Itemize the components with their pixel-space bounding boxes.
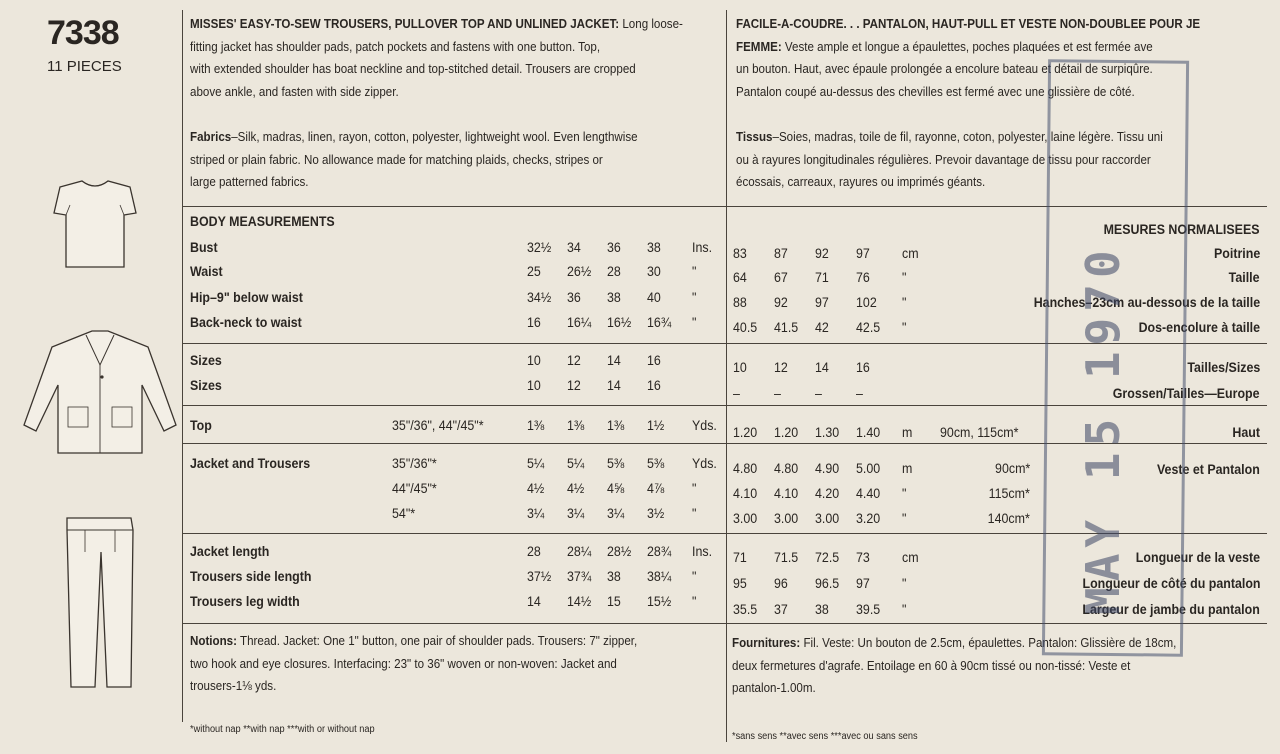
fabric-width: 35"/36", 44"/45"* <box>392 418 484 433</box>
cell-value: 1.30 <box>815 425 840 440</box>
row-label: Waist <box>190 264 223 279</box>
cell-value: 73 <box>856 550 870 565</box>
cell-value: 4⅞ <box>647 481 665 496</box>
cell-value: – <box>733 386 740 401</box>
mesures-title: MESURES NORMALISEES <box>1104 222 1260 237</box>
jacket-illustration <box>20 325 180 460</box>
cell-value: 15½ <box>647 594 672 609</box>
cell-value: 12 <box>567 353 581 368</box>
cell-value: 38 <box>815 602 829 617</box>
fabric-width: 90cm, 115cm* <box>940 425 1019 440</box>
divider <box>183 206 726 207</box>
unit: Ins. <box>692 544 713 559</box>
fabric-width: 54"* <box>392 506 416 521</box>
cell-value: 1.20 <box>733 425 758 440</box>
row-label: Haut <box>1232 425 1260 440</box>
cell-value: 38 <box>647 240 661 255</box>
cell-value: 4.40 <box>856 486 881 501</box>
unit: " <box>692 315 697 330</box>
cell-value: 41.5 <box>774 320 799 335</box>
cell-value: 102 <box>856 295 877 310</box>
cell-value: 1.40 <box>856 425 881 440</box>
cell-value: 5.00 <box>856 461 881 476</box>
cell-value: 34 <box>567 240 581 255</box>
cell-value: 97 <box>856 246 870 261</box>
cell-value: 16 <box>856 360 870 375</box>
french-tissus: Tissus–Soies, madras, toile de fil, rayonne, coton, polyester, laine légère. Tissu uni ou à rayures longitudinales régulières. Prevoir davantage de tissu pour raccorder écossais, carreaux, rayures ou imprimés géants. <box>736 130 1163 189</box>
left-column-rule <box>182 10 183 722</box>
cell-value: 3½ <box>647 506 665 521</box>
cell-value: 38 <box>607 290 621 305</box>
cell-value: 83 <box>733 246 747 261</box>
cell-value: 97 <box>856 576 870 591</box>
cell-value: 72.5 <box>815 550 840 565</box>
cell-value: 4.80 <box>733 461 758 476</box>
cell-value: 5¼ <box>527 456 545 471</box>
cell-value: 1⅜ <box>527 418 545 433</box>
cell-value: 36 <box>567 290 581 305</box>
row-label: Trousers leg width <box>190 594 300 609</box>
cell-value: 28 <box>607 264 621 279</box>
cell-value: 4½ <box>527 481 545 496</box>
cell-value: 28 <box>527 544 541 559</box>
cell-value: – <box>774 386 781 401</box>
cell-value: 95 <box>733 576 747 591</box>
cell-value: 30 <box>647 264 661 279</box>
fabric-width: 140cm* <box>987 511 1030 526</box>
cell-value: 3.20 <box>856 511 881 526</box>
divider <box>727 405 1267 406</box>
row-label: Tailles/Sizes <box>1187 360 1260 375</box>
cell-value: 40 <box>647 290 661 305</box>
english-footnote: *without nap **with nap ***with or without nap <box>190 724 375 735</box>
unit: " <box>692 594 697 609</box>
unit: " <box>902 295 907 310</box>
cell-value: 87 <box>774 246 788 261</box>
cell-value: 10 <box>527 353 541 368</box>
row-label: Largeur de jambe du pantalon <box>1082 602 1260 617</box>
row-label: Hip–9" below waist <box>190 290 303 305</box>
cell-value: – <box>815 386 822 401</box>
cell-value: 67 <box>774 270 788 285</box>
body-measurements-title: BODY MEASUREMENTS <box>190 214 335 229</box>
cell-value: 37¾ <box>567 569 592 584</box>
row-label: Dos-encolure à taille <box>1138 320 1260 335</box>
pattern-number: 7338 <box>47 14 119 52</box>
divider <box>183 533 726 534</box>
cell-value: 4.20 <box>815 486 840 501</box>
cell-value: 1⅜ <box>567 418 585 433</box>
cell-value: 92 <box>815 246 829 261</box>
row-label: Top <box>190 418 212 433</box>
cell-value: 39.5 <box>856 602 881 617</box>
english-description: MISSES' EASY-TO-SEW TROUSERS, PULLOVER TOP AND UNLINED JACKET: Long loose- fitting jacket has shoulder pads, patch pockets and fastens with one button. Top, with extended shoulder has boat neckline and top-stitched detail. Trousers are cropped above ankle, and fasten with side zipper. <box>190 17 683 99</box>
divider <box>183 343 726 344</box>
french-footnote: *sans sens **avec sens ***avec ou sans sens <box>732 731 918 742</box>
cell-value: 28½ <box>607 544 632 559</box>
cell-value: 40.5 <box>733 320 758 335</box>
date-stamp-text: MAY 15 1970 <box>1076 244 1130 615</box>
row-label: Jacket and Trousers <box>190 456 311 471</box>
cell-value: 5⅜ <box>607 456 625 471</box>
fabric-width: 44"/45"* <box>392 481 437 496</box>
unit: Yds. <box>692 418 717 433</box>
cell-value: 14½ <box>567 594 592 609</box>
unit: Ins. <box>692 240 713 255</box>
unit: " <box>902 486 907 501</box>
center-column-rule <box>726 10 727 742</box>
cell-value: 42 <box>815 320 829 335</box>
unit: " <box>902 602 907 617</box>
cell-value: 34½ <box>527 290 552 305</box>
cell-value: 16½ <box>607 315 632 330</box>
unit: " <box>692 290 697 305</box>
french-description: FACILE-A-COUDRE. . . PANTALON, HAUT-PULL ET VESTE NON-DOUBLEE POUR JE FEMME: Veste ample et longue a épaulettes, poches plaquées et est fermée ave un bouton. Haut, avec épaule prolongée a encolure bateau et détail de surpiqûre. Pantalon coupé au-dessus des chevilles est fermé avec une glissière de côté. <box>736 17 1201 99</box>
unit: Yds. <box>692 456 717 471</box>
cell-value: 76 <box>856 270 870 285</box>
cell-value: 38¼ <box>647 569 672 584</box>
cell-value: 5¼ <box>567 456 585 471</box>
cell-value: 1½ <box>647 418 665 433</box>
cell-value: 28¼ <box>567 544 592 559</box>
row-label: Back-neck to waist <box>190 315 302 330</box>
trousers-illustration <box>55 512 145 692</box>
cell-value: 37 <box>774 602 788 617</box>
cell-value: 4.10 <box>733 486 758 501</box>
unit: " <box>692 506 697 521</box>
row-label: Grossen/Tailles—Europe <box>1113 386 1260 401</box>
unit: m <box>902 425 913 440</box>
cell-value: 28¾ <box>647 544 672 559</box>
cell-value: 16 <box>527 315 541 330</box>
cell-value: 35.5 <box>733 602 758 617</box>
cell-value: 64 <box>733 270 747 285</box>
unit: m <box>902 461 913 476</box>
cell-value: 4.80 <box>774 461 799 476</box>
cell-value: 71 <box>815 270 829 285</box>
cell-value: 36 <box>607 240 621 255</box>
cell-value: 1.20 <box>774 425 799 440</box>
unit: " <box>692 569 697 584</box>
row-label: Longueur de côté du pantalon <box>1081 576 1260 591</box>
cell-value: 4.90 <box>815 461 840 476</box>
divider <box>727 623 1267 624</box>
cell-value: 97 <box>815 295 829 310</box>
divider <box>183 443 726 444</box>
cell-value: 16 <box>647 353 661 368</box>
row-label: Longueur de la veste <box>1135 550 1260 565</box>
row-label: Veste et Pantalon <box>1157 462 1260 477</box>
divider <box>183 405 726 406</box>
cell-value: 3.00 <box>815 511 840 526</box>
cell-value: 3¼ <box>607 506 625 521</box>
unit: " <box>692 481 697 496</box>
cell-value: 14 <box>815 360 829 375</box>
row-label: Poitrine <box>1213 246 1260 261</box>
cell-value: 1⅜ <box>607 418 625 433</box>
cell-value: 3.00 <box>774 511 799 526</box>
unit: " <box>902 576 907 591</box>
unit: " <box>902 270 907 285</box>
pattern-pieces: 11 PIECES <box>47 58 122 75</box>
cell-value: 92 <box>774 295 788 310</box>
cell-value: 96 <box>774 576 788 591</box>
cell-value: 12 <box>567 378 581 393</box>
fabric-width: 90cm* <box>994 461 1030 476</box>
row-label: Trousers side length <box>190 569 312 584</box>
divider <box>727 533 1267 534</box>
cell-value: 4.10 <box>774 486 799 501</box>
english-notions: Notions: Thread. Jacket: One 1" button, one pair of shoulder pads. Trousers: 7" zipper, two hook and eye closures. Interfacing: 23" to 36" woven or non-woven: Jacket and trousers-1⅛ yds. <box>190 634 638 693</box>
divider <box>727 443 1267 444</box>
cell-value: 5⅜ <box>647 456 665 471</box>
cell-value: 16 <box>647 378 661 393</box>
cell-value: 16¼ <box>567 315 592 330</box>
cell-value: 42.5 <box>856 320 881 335</box>
cell-value: 3¼ <box>527 506 545 521</box>
cell-value: 15 <box>607 594 621 609</box>
cell-value: 14 <box>527 594 541 609</box>
cell-value: 88 <box>733 295 747 310</box>
english-fabrics: Fabrics–Silk, madras, linen, rayon, cotton, polyester, lightweight wool. Even lengthwise striped or plain fabric. No allowance made for matching plaids, checks, stripes or large patterned fabrics. <box>190 130 638 189</box>
unit: " <box>692 264 697 279</box>
cell-value: 71.5 <box>774 550 799 565</box>
cell-value: 26½ <box>567 264 592 279</box>
row-label: Sizes <box>190 378 222 393</box>
fabric-width: 115cm* <box>988 486 1030 501</box>
unit: " <box>902 511 907 526</box>
cell-value: 71 <box>733 550 747 565</box>
cell-value: 37½ <box>527 569 552 584</box>
cell-value: 12 <box>774 360 788 375</box>
unit: cm <box>902 246 919 261</box>
row-label: Hanches–23cm au-dessous de la taille <box>1033 295 1260 310</box>
cell-value: 25 <box>527 264 541 279</box>
cell-value: 10 <box>733 360 747 375</box>
row-label: Bust <box>190 240 218 255</box>
cell-value: 38 <box>607 569 621 584</box>
cell-value: 3¼ <box>567 506 585 521</box>
french-fournitures: Fournitures: Fil. Veste: Un bouton de 2.5cm, épaulettes. Pantalon: Glissière de 18cm, deux fermetures d'agrafe. Entoilage en 60 à 90cm tissé ou non-tissé: Veste et pantalon-1.00m. <box>732 636 1177 695</box>
cell-value: 16¾ <box>647 315 672 330</box>
cell-value: 96.5 <box>815 576 840 591</box>
top-illustration <box>40 175 150 275</box>
cell-value: 14 <box>607 353 621 368</box>
cell-value: 4⅝ <box>607 481 625 496</box>
row-label: Jacket length <box>190 544 270 559</box>
cell-value: 3.00 <box>733 511 758 526</box>
cell-value: 4½ <box>567 481 585 496</box>
divider <box>183 623 726 624</box>
fabric-width: 35"/36"* <box>392 456 437 471</box>
unit: " <box>902 320 907 335</box>
unit: cm <box>902 550 919 565</box>
row-label: Taille <box>1229 270 1260 285</box>
cell-value: – <box>856 386 863 401</box>
cell-value: 10 <box>527 378 541 393</box>
cell-value: 14 <box>607 378 621 393</box>
row-label: Sizes <box>190 353 222 368</box>
cell-value: 32½ <box>527 240 552 255</box>
